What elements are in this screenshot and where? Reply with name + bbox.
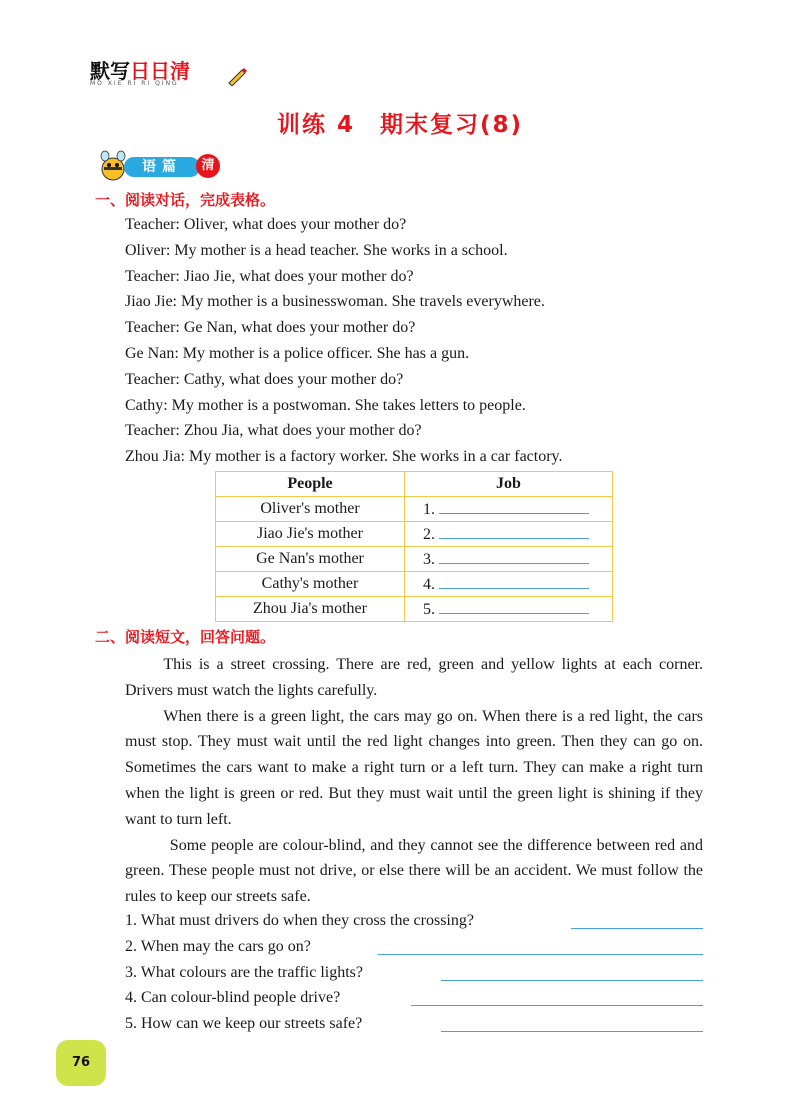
- part2-heading: 二、阅读短文，回答问题。: [95, 628, 276, 646]
- table-row: [216, 597, 613, 622]
- table-row: [216, 572, 613, 597]
- column-header-people: People: [216, 472, 405, 497]
- question-text: 3. What colours are the traffic lights?: [125, 963, 363, 981]
- jobs-table: [215, 471, 613, 622]
- section-badge: [96, 150, 236, 184]
- table-row: [216, 497, 613, 522]
- dialogue-line: Zhou Jia: My mother is a factory worker. She works in a car factory.: [125, 448, 563, 466]
- dialogue: [125, 212, 685, 470]
- person-cell: Cathy's mother: [216, 572, 405, 597]
- question-text: 4. Can colour-blind people drive?: [125, 989, 341, 1007]
- page-number: 76: [56, 1040, 106, 1086]
- answer-number: 5.: [423, 601, 435, 618]
- job-answer-cell[interactable]: [405, 547, 613, 572]
- question-item: [125, 985, 703, 1011]
- dialogue-line: Teacher: Jiao Jie, what does your mother do?: [125, 267, 414, 285]
- passage-paragraph: This is a street crossing. There are red, green and yellow lights at each corner. Drivers must watch the lights carefully.: [125, 656, 703, 699]
- answer-line[interactable]: [571, 928, 703, 929]
- part1-heading: 一、阅读对话，完成表格。: [95, 191, 276, 209]
- page-title: 训练 4 期末复习(8): [276, 112, 524, 138]
- question-text: 1. What must drivers do when they cross the crossing?: [125, 912, 474, 929]
- pencil-icon: [226, 64, 248, 86]
- answer-line[interactable]: [378, 954, 703, 955]
- person-cell: Zhou Jia's mother: [216, 597, 405, 622]
- dialogue-line: Teacher: Ge Nan, what does your mother do?: [125, 319, 416, 337]
- question-item: [125, 908, 703, 934]
- brand-subtitle: MO XIE RI RI QING: [90, 80, 179, 87]
- question-item: [125, 934, 703, 960]
- question-text: 5. How can we keep our streets safe?: [125, 1015, 363, 1033]
- job-answer-blank[interactable]: [439, 524, 589, 539]
- dialogue-line: Ge Nan: My mother is a police officer. She has a gun.: [125, 344, 470, 362]
- dialogue-line: Jiao Jie: My mother is a businesswoman. She travels everywhere.: [125, 293, 545, 311]
- dialogue-line: Teacher: Cathy, what does your mother do?: [125, 370, 404, 388]
- job-answer-blank[interactable]: [439, 499, 589, 514]
- passage-paragraph: Some people are colour-blind, and they cannot see the difference between red and green. These people must not drive, or else there will be an accident. We must follow the rules to keep our streets safe.: [125, 836, 703, 906]
- person-cell: Oliver's mother: [216, 497, 405, 522]
- question-text: 2. When may the cars go on?: [125, 937, 311, 955]
- job-answer-cell[interactable]: [405, 522, 613, 547]
- section-mark: 清: [196, 154, 220, 178]
- table-header-row: [216, 472, 613, 497]
- job-answer-blank[interactable]: [439, 574, 589, 589]
- dialogue-line: Teacher: Zhou Jia, what does your mother do?: [125, 422, 422, 440]
- job-answer-cell[interactable]: [405, 497, 613, 522]
- table-row: [216, 522, 613, 547]
- dialogue-line: Oliver: My mother is a head teacher. She works in a school.: [125, 241, 508, 259]
- brand-text-b: 日日清: [130, 59, 190, 83]
- job-answer-blank[interactable]: [439, 549, 589, 564]
- question-item: [125, 1011, 703, 1037]
- job-answer-blank[interactable]: [439, 599, 589, 614]
- job-answer-cell[interactable]: [405, 572, 613, 597]
- section-label: 语篇: [124, 157, 200, 177]
- answer-number: 2.: [423, 526, 435, 543]
- table-row: [216, 547, 613, 572]
- answer-line[interactable]: [441, 1031, 703, 1032]
- brand-text-a: 默写: [90, 59, 130, 83]
- question-list: [125, 908, 703, 1037]
- column-header-job: Job: [405, 472, 613, 497]
- answer-line[interactable]: [411, 1005, 703, 1006]
- reading-passage: [125, 652, 703, 910]
- person-cell: Ge Nan's mother: [216, 547, 405, 572]
- dialogue-line: Teacher: Oliver, what does your mother do?: [125, 216, 407, 233]
- question-item: [125, 960, 703, 986]
- answer-number: 4.: [423, 576, 435, 593]
- job-answer-cell[interactable]: [405, 597, 613, 622]
- answer-number: 3.: [423, 551, 435, 568]
- dialogue-line: Cathy: My mother is a postwoman. She takes letters to people.: [125, 396, 526, 414]
- brand-logo: [90, 60, 190, 94]
- answer-line[interactable]: [441, 980, 703, 981]
- person-cell: Jiao Jie's mother: [216, 522, 405, 547]
- answer-number: 1.: [423, 501, 435, 518]
- passage-paragraph: When there is a green light, the cars may go on. When there is a red light, the cars must stop. They must wait until the red light changes into green. Then they can go on. Sometimes the cars want to make a right turn or a left turn. They can make a right turn when the light is green or red. But they must wait until the green light is shining if they want to turn left.: [125, 707, 703, 828]
